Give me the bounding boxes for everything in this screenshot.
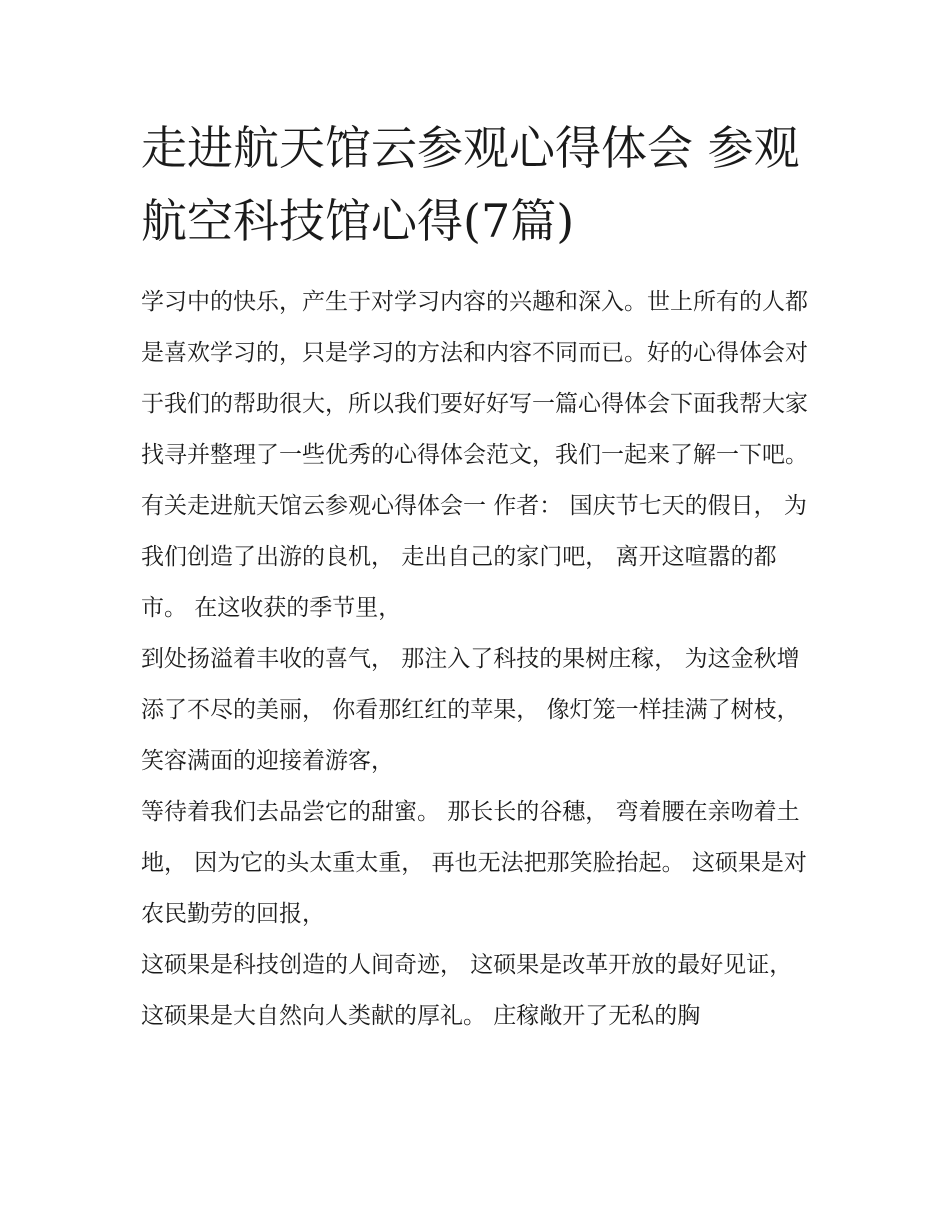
document-page bbox=[141, 112, 811, 1042]
body-paragraph: 到处扬溢着丰收的喜气， 那注入了科技的果树庄稼， 为这金秋增添了不尽的美丽， 你看那红红的苹果， 像灯笼一样挂满了树枝， 笑容满面的迎接着游客， bbox=[141, 646, 800, 774]
body-paragraph: 这硕果是科技创造的人间奇迹， 这硕果是改革开放的最好见证， 这硕果是大自然向人类献的厚礼。 庄稼敞开了无私的胸 bbox=[141, 952, 793, 1029]
intro-paragraph: 学习中的快乐，产生于对学习内容的兴趣和深入。世上所有的人都是喜欢学习的，只是学习的方法和内容不同而已。好的心得体会对于我们的帮助很大，所以我们要好好写一篇心得体会下面我帮大家找寻并整理了一些优秀的心得体会范文，我们一起来了解一下吧。 bbox=[141, 289, 808, 468]
body-paragraph: 等待着我们去品尝它的甜蜜。 那长长的谷穗， 弯着腰在亲吻着土地， 因为它的头太重太重， 再也无法把那笑脸抬起。 这硕果是对农民勤劳的回报， bbox=[141, 799, 807, 927]
body-paragraph: 有关走进航天馆云参观心得体会一 作者： 国庆节七天的假日， 为我们创造了出游的良机， 走出自己的家门吧， 离开这喧嚣的都市。 在这收获的季节里， bbox=[141, 493, 807, 621]
document-title: 走进航天馆云参观心得体会 参观航空科技馆心得(7篇) bbox=[141, 121, 800, 248]
